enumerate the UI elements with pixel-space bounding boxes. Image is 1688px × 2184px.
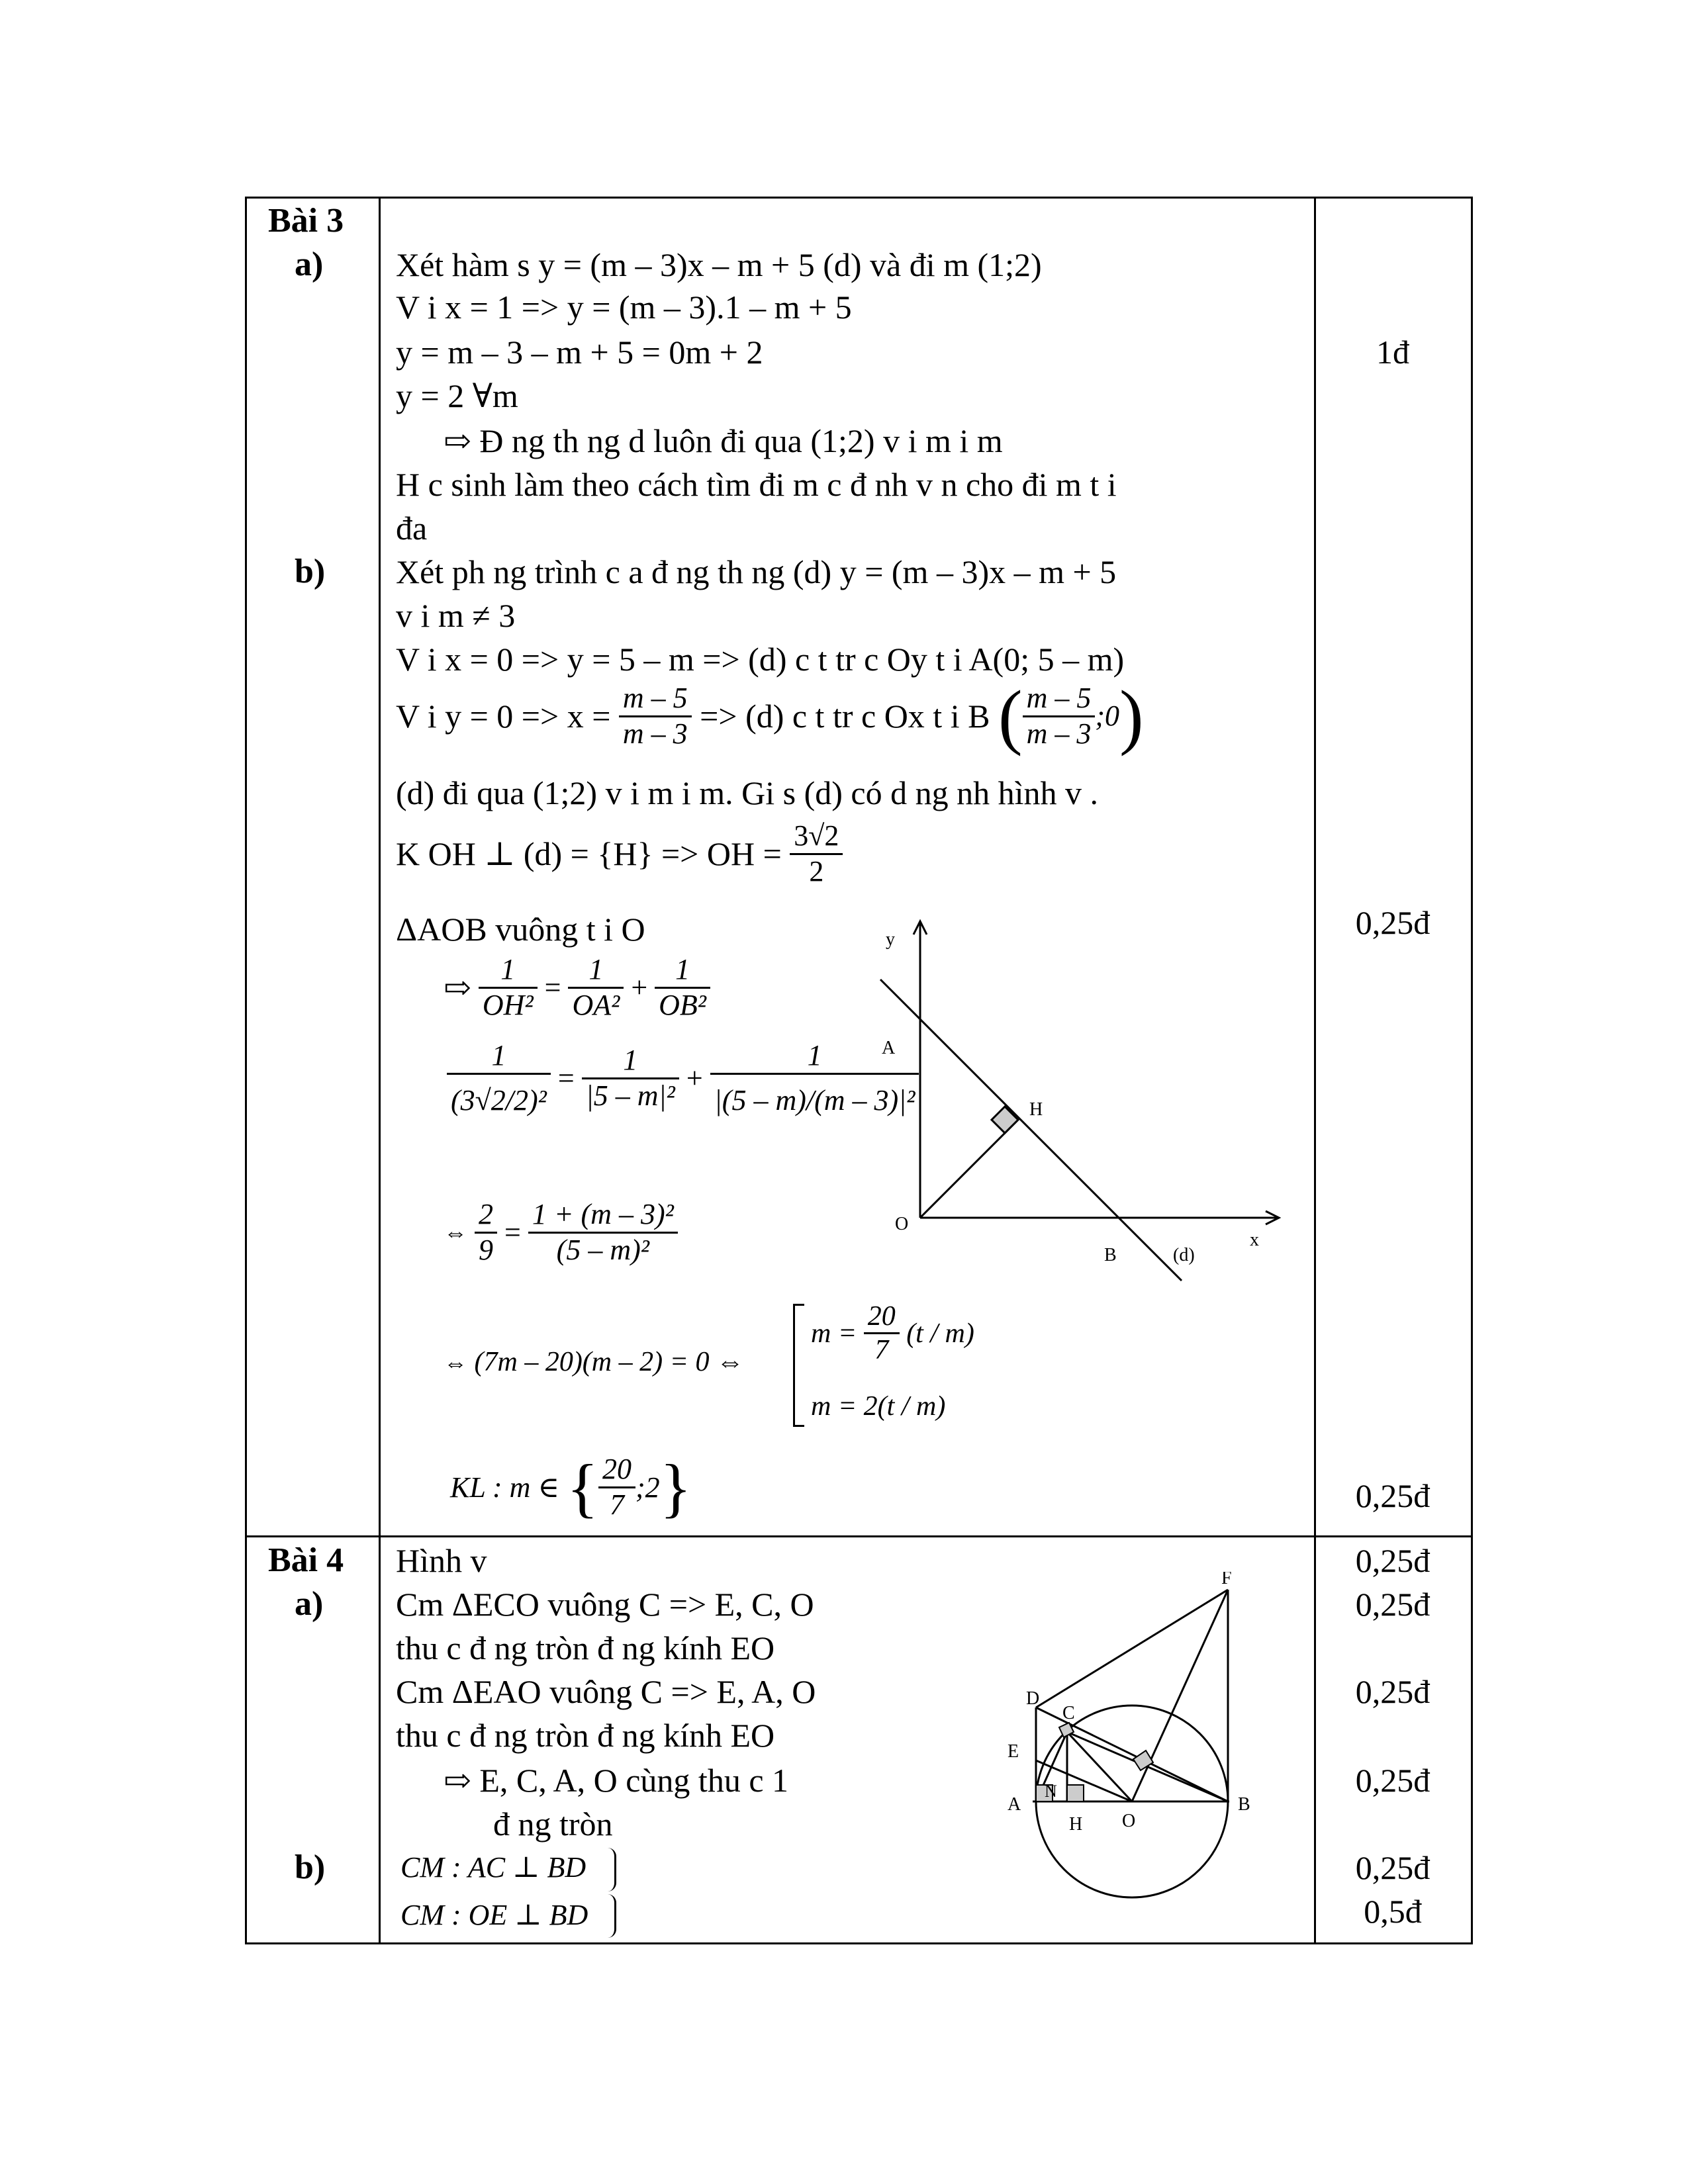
tangent-df — [1036, 1590, 1228, 1707]
plus: + — [631, 971, 648, 1004]
right-angle-mark-2 — [1067, 1785, 1084, 1801]
bai4-line-7: đ ng tròn — [493, 1805, 613, 1843]
bai4-line-4: Cm ΔEAO vuông C => E, A, O — [396, 1673, 816, 1710]
bai4-cm-2: CM : OE ⊥ BD — [400, 1899, 588, 1931]
bai4-part-a: a) — [295, 1585, 324, 1623]
segment-of — [1132, 1590, 1228, 1801]
eq4-left: (7m – 20)(m – 2) = 0 ⇔ — [474, 1347, 744, 1377]
close-paren: ) — [1119, 676, 1144, 757]
label-o: O — [895, 1214, 909, 1234]
bai3-a-line-4: y = 2 ∀m — [396, 377, 518, 414]
bai3-a-line-6: H c sinh làm theo cách tìm đi m c đ nh v n cho đi m t i — [396, 466, 1117, 503]
frac-den: 2 — [809, 854, 824, 887]
frac-den: OB² — [659, 988, 706, 1021]
solution-1 — [811, 1300, 974, 1367]
fraction-m5-over-m3 — [619, 682, 692, 751]
bai3-a-line-3: y = m – 3 – m + 5 = 0m + 2 — [396, 334, 763, 371]
frac-num: 1 — [447, 1039, 551, 1075]
bai3-b-line-through: (d) đi qua (1;2) v i m i m. Gi s (d) có d ng nh hình v . — [396, 774, 1098, 811]
label-c: C — [1062, 1703, 1075, 1723]
iff-icon: ⇔ — [444, 1349, 467, 1376]
label-d: D — [1026, 1688, 1040, 1709]
bai3-b-line-3: V i x = 0 => y = 5 – m => (d) c t tr c Oy t i A(0; 5 – m) — [396, 641, 1125, 678]
frac-den: m – 3 — [622, 717, 688, 750]
fraction-b-coord — [1023, 682, 1096, 751]
bai4-points-3: 0,25đ — [1355, 1673, 1430, 1710]
bai4-points-6: 0,5đ — [1364, 1893, 1422, 1930]
oh-prefix: K OH ⊥ (d) = {H} => OH = — [396, 835, 782, 873]
open-brace: { — [567, 1451, 599, 1524]
frac-num: 1 — [479, 953, 538, 989]
bai4-figure — [993, 1572, 1271, 1939]
frac-num: 20 — [864, 1300, 900, 1334]
cm-right-brace-2 — [608, 1894, 616, 1938]
segment-oh — [920, 1120, 1018, 1218]
plus: + — [686, 1062, 703, 1095]
bai4-line-2: Cm ΔECO vuông C => E, C, O — [396, 1586, 814, 1623]
label-e: E — [1008, 1741, 1019, 1762]
bai4-part-b: b) — [295, 1848, 326, 1886]
bai3-points-3: 0,25đ — [1355, 1477, 1430, 1514]
frac-num: 1 — [568, 953, 624, 989]
sol1-prefix: m = — [811, 1318, 857, 1349]
frac-den: |5 – m|² — [585, 1079, 675, 1112]
bai3-points-2: 0,25đ — [1355, 904, 1430, 941]
frac-2-9 — [475, 1198, 497, 1267]
frac-num: m – 5 — [619, 682, 692, 717]
bai3-a-line-7: đa — [396, 510, 428, 547]
equation-1 — [444, 953, 710, 1022]
frac-den: 7 — [610, 1488, 625, 1521]
frac-num: m – 5 — [1023, 682, 1096, 717]
equals: = — [504, 1216, 521, 1249]
sol1-tail: (t / m) — [906, 1318, 974, 1349]
label-h: H — [1069, 1814, 1083, 1835]
frac-1-oa2 — [568, 953, 624, 1022]
bai3-b-line-2: v i m ≠ 3 — [396, 597, 516, 634]
bai4-points-1: 0,25đ — [1355, 1542, 1430, 1579]
equation-4 — [444, 1342, 744, 1383]
frac-20-7 — [864, 1300, 900, 1367]
table-border-right — [1471, 197, 1473, 1944]
iff-icon: ⇔ — [444, 1219, 467, 1246]
label-o: O — [1122, 1811, 1136, 1831]
label-x: x — [1250, 1230, 1259, 1250]
bai3-b-line-1: Xét ph ng trình c a đ ng th ng (d) y = (m – 3)x – m + 5 — [396, 553, 1117, 590]
bai4-points-5: 0,25đ — [1355, 1849, 1430, 1886]
bai3-part-b: b) — [295, 553, 326, 590]
bai3-b-y0-prefix: V i y = 0 => x = — [396, 698, 611, 735]
label-f: F — [1221, 1572, 1232, 1588]
bai3-points-1: 1đ — [1376, 334, 1409, 371]
right-angle-mark-h — [992, 1107, 1018, 1133]
frac-num: 1 — [710, 1039, 919, 1075]
frac-1-oh2 — [479, 953, 538, 1022]
table-border-left — [245, 197, 247, 1944]
frac-den: OA² — [572, 988, 620, 1021]
frac-den: 9 — [479, 1233, 493, 1266]
kl-prefix: KL : m ∈ — [450, 1471, 560, 1504]
table-row-divider — [245, 1535, 1473, 1537]
bai4-points-4: 0,25đ — [1355, 1762, 1430, 1799]
frac-num: 3√2 — [790, 819, 843, 855]
table-col-divider-1 — [379, 197, 381, 1944]
label-h: H — [1029, 1099, 1043, 1120]
label-b: B — [1238, 1794, 1250, 1815]
frac-num: 20 — [598, 1453, 635, 1488]
frac-num: 1 — [655, 953, 710, 989]
bai4-line-6: ⇨ E, C, A, O cùng thu c 1 — [444, 1762, 789, 1799]
bai3-a-line-1: Xét hàm s y = (m – 3)x – m + 5 (d) và đi m (1;2) — [396, 246, 1042, 283]
bai3-b-aob: ΔAOB vuông t i O — [396, 911, 645, 948]
frac-den: |(5 – m)/(m – 3)|² — [714, 1083, 915, 1116]
kl-tail: ;2 — [635, 1471, 660, 1504]
frac-den: 7 — [874, 1335, 889, 1366]
open-paren: ( — [998, 676, 1023, 757]
conclusion — [450, 1449, 692, 1525]
frac-rhs — [528, 1198, 678, 1267]
frac-20-7 — [598, 1453, 635, 1522]
frac-den: OH² — [482, 988, 534, 1021]
solution-bracket — [793, 1304, 804, 1427]
frac-num: 1 + (m – 3)² — [528, 1198, 678, 1234]
bai3-b-y0-mid: => (d) c t tr c Ox t i B — [700, 698, 990, 735]
solution-2: m = 2(t / m) — [811, 1391, 946, 1422]
frac-num: 1 — [582, 1044, 679, 1079]
bai3-part-a: a) — [295, 246, 324, 283]
bai3-a-line-5: ⇨ Đ ng th ng d luôn đi qua (1;2) v i m i m — [444, 422, 1003, 459]
label-n: N — [1045, 1782, 1057, 1801]
b-coord-tail: ;0 — [1095, 700, 1120, 733]
equals: = — [557, 1062, 575, 1095]
arrow-icon: ⇨ — [444, 969, 471, 1007]
label-d: (d) — [1173, 1245, 1195, 1265]
label-b: B — [1104, 1245, 1117, 1265]
bai4-line-1: Hình v — [396, 1542, 487, 1579]
label-a: A — [882, 1038, 896, 1058]
frac-mid — [582, 1044, 679, 1113]
bai3-b-oh-line — [396, 819, 843, 888]
cm-right-brace-1 — [608, 1848, 616, 1891]
bai4-line-5: thu c đ ng tròn đ ng kính EO — [396, 1717, 775, 1754]
frac-lhs — [447, 1039, 551, 1117]
bai3-label: Bài 3 — [268, 202, 344, 240]
bai4-label: Bài 4 — [268, 1541, 344, 1579]
table-border-top — [245, 197, 1473, 199]
fraction-oh — [790, 819, 843, 888]
bai4-line-3: thu c đ ng tròn đ ng kính EO — [396, 1629, 775, 1666]
equals: = — [544, 971, 561, 1004]
bai3-b-y0-line — [396, 676, 1144, 757]
bai4-points-2: 0,25đ — [1355, 1586, 1430, 1623]
close-brace: } — [659, 1451, 692, 1524]
bai3-a-line-2: V i x = 1 => y = (m – 3).1 – m + 5 — [396, 289, 852, 326]
label-y: y — [886, 929, 895, 950]
bai3-figure-axes — [847, 907, 1297, 1291]
table-border-bottom — [245, 1942, 1473, 1944]
frac-1-ob2 — [655, 953, 710, 1022]
frac-num: 2 — [475, 1198, 497, 1234]
bai4-cm-1: CM : AC ⊥ BD — [400, 1851, 586, 1884]
line-d — [880, 979, 1182, 1281]
frac-den: (3√2/2)² — [451, 1083, 547, 1116]
equation-3 — [444, 1198, 678, 1267]
frac-den: (5 – m)² — [556, 1233, 649, 1266]
frac-den: m – 3 — [1026, 717, 1092, 750]
label-a: A — [1008, 1794, 1021, 1815]
